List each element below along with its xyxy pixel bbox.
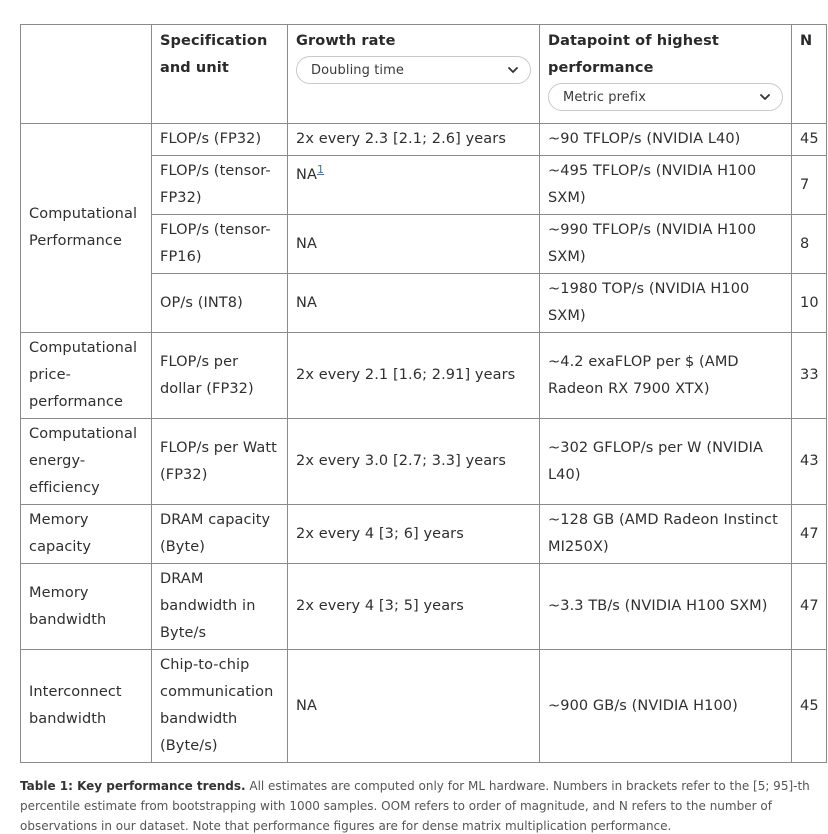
datapoint-cell: ~90 TFLOP/s (NVIDIA L40) [540, 124, 792, 156]
n-cell: 7 [792, 156, 827, 215]
n-cell: 43 [792, 419, 827, 505]
caption-label: Table 1: Key performance trends. [20, 779, 246, 793]
table-row [21, 564, 827, 650]
datapoint-cell: ~3.3 TB/s (NVIDIA H100 SXM) [540, 564, 792, 650]
category-cell: Memory capacity [21, 505, 152, 564]
datapoint-cell: ~495 TFLOP/s (NVIDIA H100 SXM) [540, 156, 792, 215]
category-cell: Computational price-performance [21, 333, 152, 419]
performance-trends-table [20, 24, 827, 763]
n-cell: 47 [792, 564, 827, 650]
header-growth-label: Growth rate [296, 33, 396, 49]
footnote-link[interactable]: 1 [316, 163, 325, 177]
metric-prefix-dropdown[interactable] [548, 83, 783, 111]
growth-cell: NA [288, 215, 540, 274]
n-cell: 33 [792, 333, 827, 419]
datapoint-cell: ~128 GB (AMD Radeon Instinct MI250X) [540, 505, 792, 564]
growth-cell: 2x every 4 [3; 5] years [288, 564, 540, 650]
growth-cell: 2x every 2.3 [2.1; 2.6] years [288, 124, 540, 156]
datapoint-cell: ~1980 TOP/s (NVIDIA H100 SXM) [540, 274, 792, 333]
datapoint-cell: ~900 GB/s (NVIDIA H100) [540, 650, 792, 763]
spec-cell: FLOP/s per dollar (FP32) [152, 333, 288, 419]
spec-cell: FLOP/s per Watt (FP32) [152, 419, 288, 505]
growth-value: NA [296, 167, 317, 183]
table-header [21, 25, 827, 124]
header-growth [288, 25, 540, 124]
header-row [21, 25, 827, 124]
datapoint-cell: ~4.2 exaFLOP per $ (AMD Radeon RX 7900 XTX) [540, 333, 792, 419]
header-spec-label: Specification and unit [160, 33, 268, 76]
table-row [21, 650, 827, 763]
growth-cell: 2x every 2.1 [1.6; 2.91] years [288, 333, 540, 419]
chevron-down-icon [758, 90, 772, 104]
growth-cell: 2x every 4 [3; 6] years [288, 505, 540, 564]
spec-cell: Chip-to-chip communication bandwidth (Byte/s) [152, 650, 288, 763]
header-datapoint [540, 25, 792, 124]
chevron-down-icon [506, 63, 520, 77]
growth-cell [288, 156, 540, 215]
datapoint-cell: ~990 TFLOP/s (NVIDIA H100 SXM) [540, 215, 792, 274]
n-cell: 8 [792, 215, 827, 274]
header-datapoint-label: Datapoint of highest performance [548, 33, 719, 76]
spec-cell: FLOP/s (FP32) [152, 124, 288, 156]
growth-rate-dropdown[interactable] [296, 56, 531, 84]
header-spec [152, 25, 288, 124]
spec-cell: OP/s (INT8) [152, 274, 288, 333]
table-body [21, 124, 827, 763]
spec-cell: FLOP/s (tensor-FP16) [152, 215, 288, 274]
header-category [21, 25, 152, 124]
table-caption [20, 776, 820, 834]
table-row [21, 333, 827, 419]
category-cell: Interconnect bandwidth [21, 650, 152, 763]
growth-cell: NA [288, 274, 540, 333]
caption-text: All estimates are computed only for ML hardware. Numbers in brackets refer to the [5; 95]-th percentile estimate from bootstrapping with 1000 samples. OOM refers to order of magnitude, and N refers to the number of observations in our dataset. Note that performance figures are for dense matrix multiplication performance. [20, 779, 810, 833]
growth-cell: NA [288, 650, 540, 763]
category-cell: Computational energy-efficiency [21, 419, 152, 505]
n-cell: 10 [792, 274, 827, 333]
n-cell: 45 [792, 124, 827, 156]
n-cell: 47 [792, 505, 827, 564]
growth-cell: 2x every 3.0 [2.7; 3.3] years [288, 419, 540, 505]
growth-rate-dropdown-value: Doubling time [311, 62, 404, 78]
category-cell: Computational Performance [21, 124, 152, 333]
metric-prefix-dropdown-value: Metric prefix [563, 89, 647, 105]
header-n: N [792, 25, 827, 124]
spec-cell: FLOP/s (tensor-FP32) [152, 156, 288, 215]
n-cell: 45 [792, 650, 827, 763]
table-row [21, 505, 827, 564]
table-row [21, 419, 827, 505]
category-cell: Memory bandwidth [21, 564, 152, 650]
table-row [21, 124, 827, 156]
spec-cell: DRAM capacity (Byte) [152, 505, 288, 564]
datapoint-cell: ~302 GFLOP/s per W (NVIDIA L40) [540, 419, 792, 505]
spec-cell: DRAM bandwidth in Byte/s [152, 564, 288, 650]
